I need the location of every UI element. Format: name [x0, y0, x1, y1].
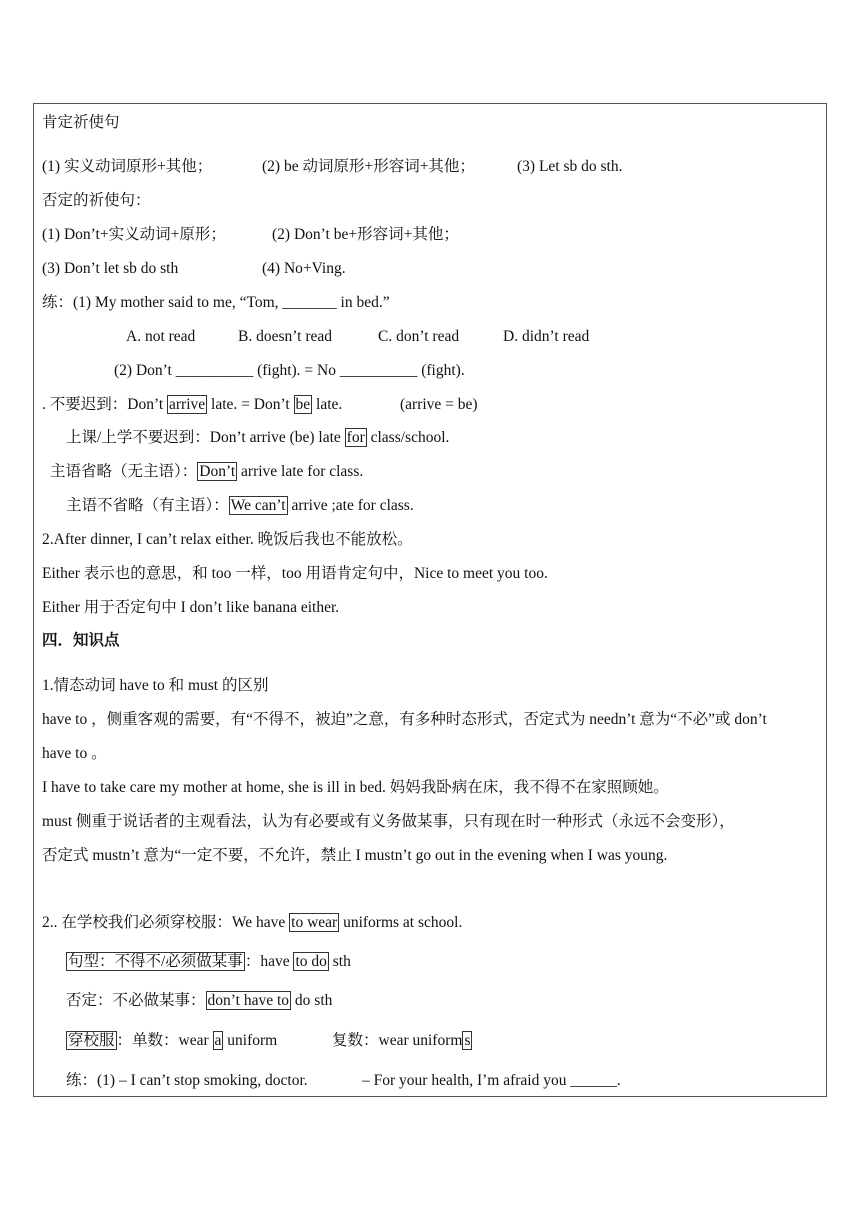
affirm-rule-2: (2) be 动词原形+形容词+其他； — [262, 158, 475, 175]
uniform-plural-text: 复数：wear uniform — [332, 1032, 463, 1049]
late-line-2 — [66, 428, 449, 448]
neg-rule-2: (2) Don’t be+形容词+其他； — [272, 226, 459, 243]
late-line-4-end: arrive ;ate for class. — [287, 497, 414, 514]
late-line-3-text: 主语省略（无主语）： — [50, 463, 198, 480]
either-line-2: Either 表示也的意思，和 too 一样，too 用语肯定句中，Nice to meet you too. — [42, 565, 548, 582]
late-line-4-text: 主语不省略（有主语）： — [66, 497, 229, 514]
late-line-1-note: (arrive = be) — [400, 396, 478, 413]
late-line-1-end: late. — [312, 396, 343, 413]
uniform-plural — [332, 1031, 472, 1051]
boxed-we-cant: We can’t — [230, 497, 286, 514]
uniform-line-1-end: uniforms at school. — [339, 914, 463, 931]
uniform-line-4-text: ：单数：wear — [116, 1032, 213, 1049]
late-line-1-mid: late. = Don’t — [207, 396, 294, 413]
boxed-pattern: 句型：不得不/必须做某事 — [68, 953, 243, 970]
late-line-1-text: . 不要迟到：Don’t — [42, 396, 168, 413]
boxed-s: s — [464, 1032, 471, 1049]
boxed-to-do: to do — [295, 953, 327, 970]
option-a: A. not read — [126, 328, 196, 345]
must-paragraph: must 侧重于说话者的主观看法，认为有必要或有义务做某事，只有现在时一种形式（永远不会变形）， — [42, 813, 735, 830]
uniform-line-2-end: sth — [328, 953, 351, 970]
exercise-2-question: (2) Don’t __________ (fight). = No __________ (fight). — [114, 362, 465, 379]
late-line-2-text: 上课/上学不要迟到：Don’t arrive (be) late — [66, 429, 345, 446]
boxed-wear-uniform: 穿校服 — [68, 1032, 115, 1049]
uniform-line-3-end: do sth — [291, 992, 333, 1009]
uniform-line-1-text: 2.. 在学校我们必须穿校服：We have — [42, 914, 290, 931]
exercise-smoking-question: 练：(1) – I can’t stop smoking, doctor. — [66, 1072, 308, 1089]
section-title: 肯定祈使句 — [42, 114, 120, 131]
neg-rule-1: (1) Don’t+实义动词+原形； — [42, 226, 226, 243]
late-line-3-end: arrive late for class. — [237, 463, 364, 480]
affirm-rule-1: (1) 实义动词原形+其他； — [42, 158, 213, 175]
option-d: D. didn’t read — [503, 328, 590, 345]
uniform-line-4-mid: uniform — [223, 1032, 278, 1049]
have-to-example: I have to take care my mother at home, she is ill in bed. 妈妈我卧病在床，我不得不在家照顾她。 — [42, 779, 669, 796]
neg-rule-4: (4) No+Ving. — [262, 260, 346, 277]
boxed-for: for — [346, 429, 365, 446]
late-line-4 — [66, 496, 414, 516]
uniform-line-3-text: 否定：不必做某事： — [66, 992, 206, 1009]
neg-title: 否定的祈使句： — [42, 192, 151, 209]
boxed-arrive: arrive — [169, 396, 206, 413]
have-must-title: 1.情态动词 have to 和 must 的区别 — [42, 677, 269, 694]
uniform-line-1 — [42, 913, 462, 933]
boxed-dont-have-to: don’t have to — [207, 992, 290, 1009]
section-4-heading: 四．知识点 — [42, 632, 120, 649]
exercise-smoking-answer: – For your health, I’m afraid you ______. — [362, 1072, 621, 1089]
either-line-1: 2.After dinner, I can’t relax either. 晚饭后我也不能放松。 — [42, 531, 413, 548]
uniform-line-3 — [66, 991, 332, 1011]
neg-rule-3: (3) Don’t let sb do sth — [42, 260, 179, 277]
boxed-a: a — [214, 1032, 222, 1049]
uniform-line-4 — [66, 1031, 277, 1051]
option-c: C. don’t read — [378, 328, 460, 345]
affirm-rule-3: (3) Let sb do sth. — [517, 158, 623, 175]
boxed-to-wear: to wear — [291, 914, 338, 931]
exercise-1-question: 练：(1) My mother said to me, “Tom, _______ in bed.” — [42, 294, 390, 311]
have-to-paragraph-cont: have to 。 — [42, 745, 107, 762]
option-b: B. doesn’t read — [238, 328, 332, 345]
boxed-be: be — [295, 396, 311, 413]
late-line-3 — [50, 462, 363, 482]
uniform-line-2 — [66, 952, 351, 972]
boxed-dont: Don’t — [199, 463, 236, 480]
have-to-paragraph: have to ，侧重客观的需要，有“不得不，被迫”之意，有多种时态形式，否定式为 needn’t 意为“不必”或 don’t — [42, 711, 767, 728]
either-line-3: Either 用于否定句中 I don’t like banana either. — [42, 599, 340, 616]
late-line-2-end: class/school. — [366, 429, 450, 446]
late-line-1 — [42, 395, 342, 415]
must-paragraph-cont: 否定式 mustn’t 意为“一定不要，不允许，禁止 I mustn’t go out in the evening when I was young. — [42, 847, 668, 864]
uniform-line-2-text: ：have — [244, 953, 294, 970]
